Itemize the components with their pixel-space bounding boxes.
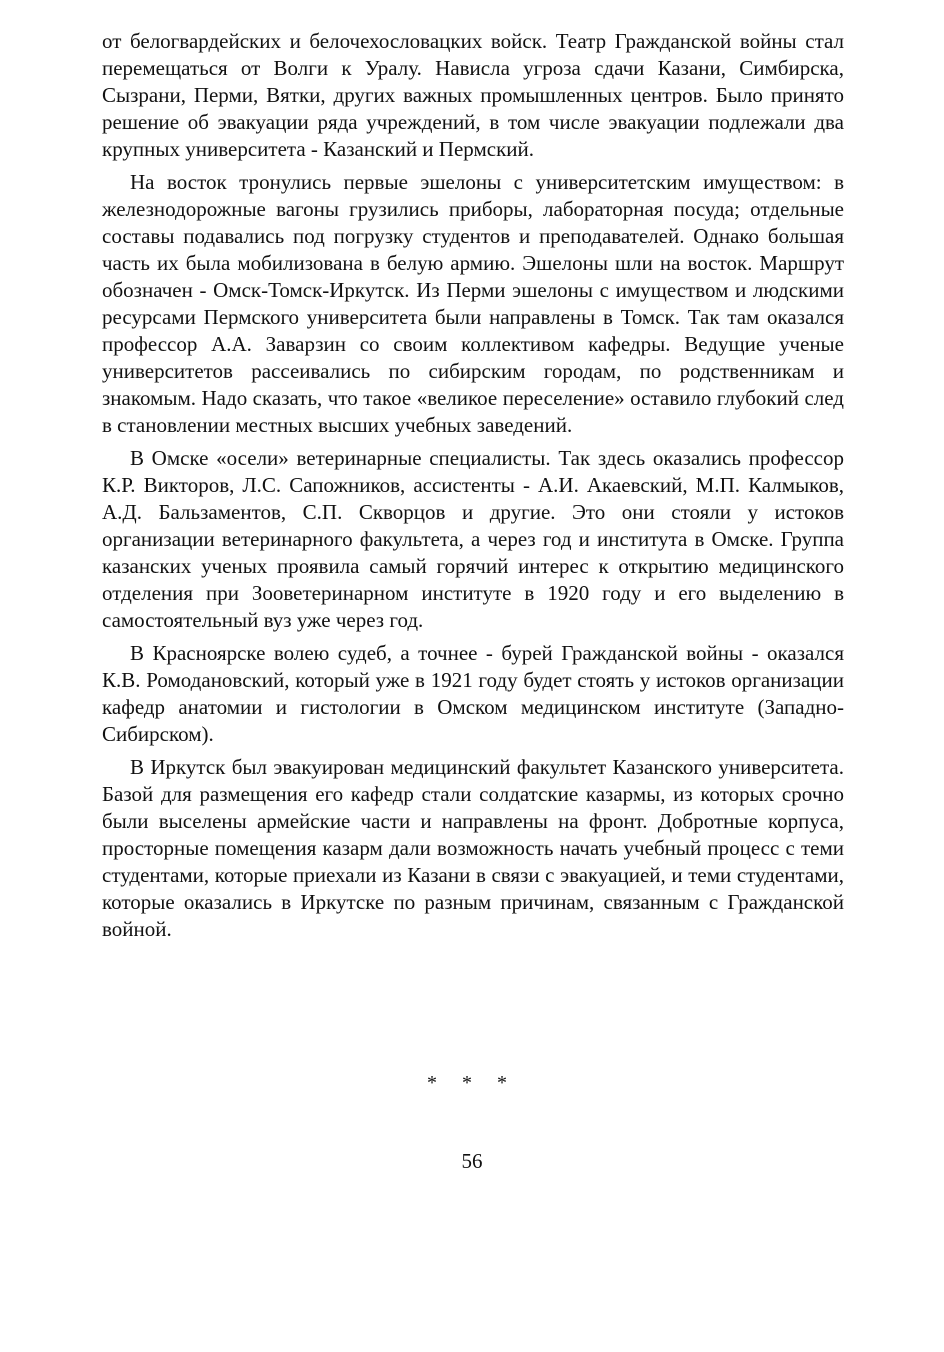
paragraph-2: На восток тронулись первые эшелоны с университетским имуществом: в железнодорожные вагоны грузились приборы, лабораторная посуда; отдельные составы подавались под погрузку студентов и преподавателей. Однако большая часть их была мобилизована в белую армию. Эшелоны шли на восток. Маршрут обозначен - Омск-Томск-Иркутск. Из Перми эшелоны с имуществом и людскими ресурсами Пермского университета были направлены в Томск. Так там оказался профессор А.А. Заварзин со своим коллективом кафедры. Ведущие ученые университетов рассеивались по сибирским городам, по родственникам и знакомым. Надо сказать, что такое «великое переселение» оставило глубокий след в становлении местных высших учебных заведений. [102, 170, 844, 437]
paragraph-1: от белогвардейских и белочехословацких войск. Театр Гражданской войны стал перемещаться от Волги к Уралу. Нависла угроза сдачи Казани, Симбирска, Сызрани, Перми, Вятки, других важных промышленных центров. Было принято решение об эвакуации ряда учреждений, в том числе эвакуации подлежали два крупных университета - Казанский и Пермский. [102, 29, 844, 161]
section-divider: * * * [427, 1072, 517, 1094]
paragraph-5: В Иркутск был эвакуирован медицинский факультет Казанского университета. Базой для размещения его кафедр стали солдатские казармы, из которых срочно были выселены армейские части и направлены на фронт. Добротные корпуса, просторные помещения казарм дали возможность начать учебный процесс с теми студентами, которые приехали из Казани в связи с эвакуацией, и теми студентами, которые оказались в Иркутске по разным причинам, связанным с Гражданской войной. [102, 755, 844, 941]
paragraph-4: В Красноярске волею судеб, а точнее - бурей Гражданской войны - оказался К.В. Ромодановский, который уже в 1921 году будет стоять у истоков организации кафедр анатомии и гистологии в Омском медицинском институте (Западно-Сибирском). [102, 641, 844, 746]
page-number: 56 [461, 1149, 483, 1173]
page-body [102, 28, 844, 943]
paragraph-3: В Омске «осели» ветеринарные специалисты. Так здесь оказались профессор К.Р. Викторов, Л.С. Сапожников, ассистенты - А.И. Акаевский, М.П. Калмыков, А.Д. Бальзаментов, С.П. Скворцов и другие. Это они стояли у истоков организации ветеринарного факультета, а через год и института в Омске. Группа казанских ученых проявила самый горячий интерес к открытию медицинского отделения при Зооветеринарном институте в 1920 году и его выделению в самостоятельный вуз уже через год. [102, 446, 844, 632]
